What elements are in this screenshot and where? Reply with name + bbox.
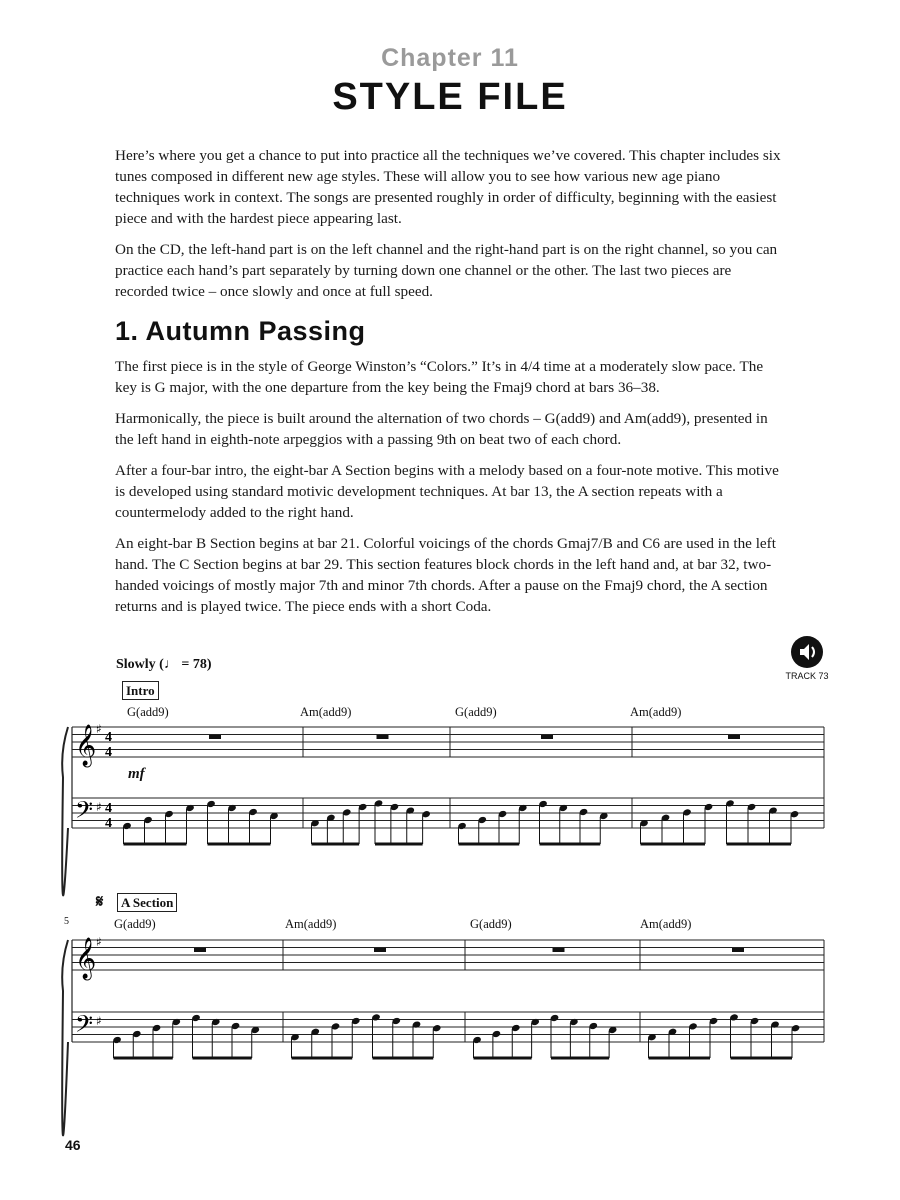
- chord-3: G(add9): [455, 705, 497, 719]
- rehearsal-intro: Intro: [122, 681, 159, 700]
- section-paragraph-3: After a four-bar intro, the eight-bar A Section begins with a melody based on a four-note motive. This motive is developed using standard motivic development techniques. At bar 13, the A section repeats with a countermelody added to the right hand.: [115, 462, 779, 521]
- rehearsal-a-section: A Section: [117, 893, 177, 912]
- chord-5: G(add9): [114, 917, 156, 931]
- chord-4: Am(add9): [630, 705, 682, 719]
- whole-rest: [541, 735, 553, 739]
- key-sharp: ♯: [96, 1014, 102, 1028]
- page-number: 46: [65, 1137, 81, 1153]
- chord-7: G(add9): [470, 917, 512, 931]
- bass-clef: 𝄢: [75, 796, 94, 829]
- section-paragraph-2: Harmonically, the piece is built around the alternation of two chords – G(add9) and Am(add9), presented in the left hand in eighth-note arpeggios with a passing 9th on beat two of each chord.: [115, 410, 768, 448]
- time-sig: 4: [105, 816, 112, 831]
- track-label: TRACK 73: [785, 671, 829, 681]
- intro-paragraph-2: On the CD, the left-hand part is on the left channel and the right-hand part is on the right channel, so you can practice each hand’s part separately by turning down one channel or the other. The last two pieces are recorded twice – once slowly and once at full speed.: [115, 241, 778, 300]
- whole-rest: [209, 735, 221, 739]
- section-paragraph-1: The first piece is in the style of George Winston’s “Colors.” It’s in 4/4 time at a moderately slow pace. The key is G major, with the one departure from the key being the Fmaj9 chord at bars 36–38.: [115, 358, 764, 396]
- whole-rest: [194, 948, 206, 952]
- treble-clef: 𝄞: [75, 938, 97, 979]
- whole-rest: [374, 948, 386, 952]
- key-sharp: ♯: [96, 800, 102, 814]
- whole-rest: [553, 948, 565, 952]
- tempo-marking: Slowly (♩ = 78): [116, 657, 212, 672]
- brace: [62, 940, 68, 1135]
- time-sig: 4: [105, 801, 112, 816]
- chord-2: Am(add9): [300, 705, 352, 719]
- time-sig: 4: [105, 730, 112, 745]
- chord-1: G(add9): [127, 705, 169, 719]
- chord-6: Am(add9): [285, 917, 337, 931]
- dynamic-marking: mf: [128, 766, 145, 782]
- section-heading: 1. Autumn Passing: [115, 316, 366, 346]
- key-sharp: ♯: [96, 935, 102, 949]
- bass-clef: 𝄢: [75, 1010, 94, 1043]
- whole-rest: [732, 948, 744, 952]
- chord-8: Am(add9): [640, 917, 692, 931]
- page-title: STYLE FILE: [332, 76, 568, 118]
- intro-paragraph-1: Here’s where you get a chance to put into practice all the techniques we’ve covered. This chapter includes six tunes composed in different new age styles. These will allow you to see how various new age piano techniques work in context. The songs are presented roughly in order of difficulty, beginning with the easiest piece and with the hardest piece appearing last.: [115, 147, 781, 227]
- time-sig: 4: [105, 745, 112, 760]
- key-sharp: ♯: [96, 722, 102, 736]
- staff-system-2: [62, 935, 824, 1135]
- staff-system-1: [62, 722, 824, 895]
- section-paragraph-4: An eight-bar B Section begins at bar 21. Colorful voicings of the chords Gmaj7/B and C6 are used in the left hand. The C Section begins at bar 29. This section features block chords in the left hand and, at bar 32, two-handed voicings of mostly major 7th and minor 7th chords. After a pause on the Fmaj9 chord, the A section returns and is played twice. The piece ends with a short Coda.: [115, 535, 776, 615]
- brace: [62, 727, 68, 895]
- chapter-label: Chapter 11: [381, 44, 519, 72]
- treble-clef: 𝄞: [75, 725, 97, 766]
- measure-number: 5: [64, 916, 69, 927]
- whole-rest: [377, 735, 389, 739]
- segno-sign: 𝄋: [96, 892, 104, 912]
- whole-rest: [728, 735, 740, 739]
